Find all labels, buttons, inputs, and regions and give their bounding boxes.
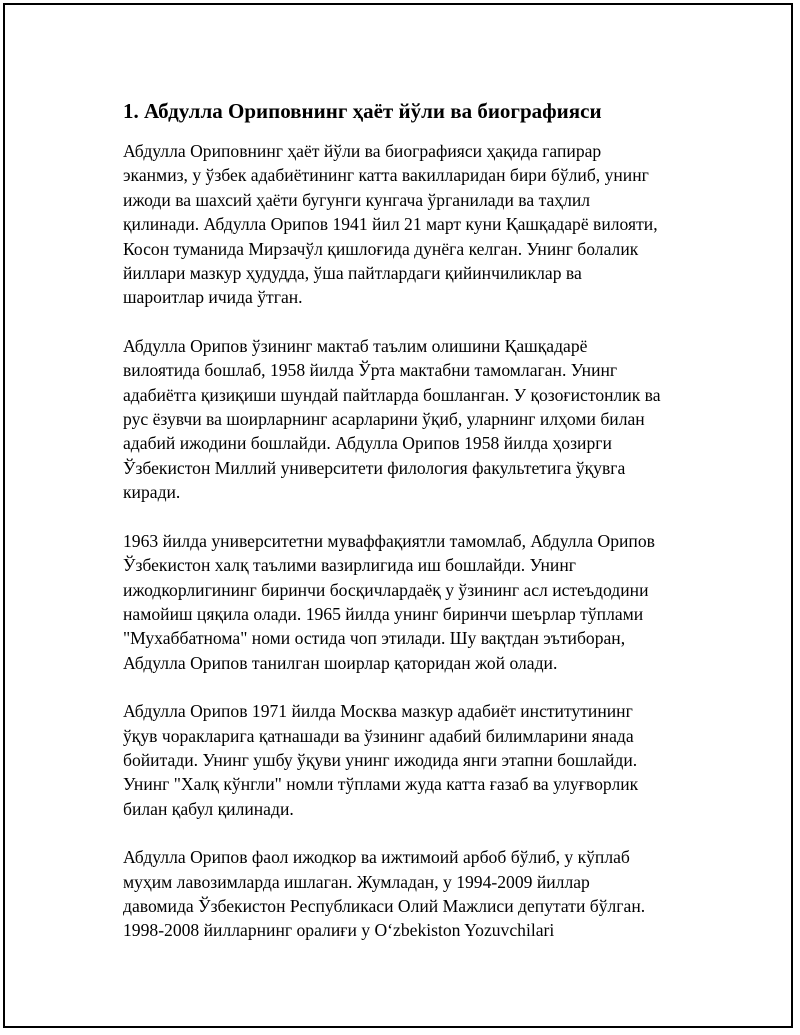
text-line: адабий ижодини бошлайди. Абдулла Орипов 1958 йилда ҳозирги	[123, 433, 612, 454]
text-line: рус ёзувчи ва шоирларнинг асарларини ўқиб, уларнинг илҳоми билан	[123, 409, 645, 430]
text-line: шароитлар ичида ўтган.	[123, 287, 303, 308]
text-line: Ўзбекистон Миллий университети филология факультетига ўқувга	[123, 457, 626, 478]
text-line: вилоятида бошлаб, 1958 йилда Ўрта мактабни тамомлаган. Унинг	[123, 360, 618, 381]
text-line: Ўзбекистон халқ таълими вазирлигида иш бошлайди. Унинг	[123, 555, 576, 576]
document-body	[123, 97, 713, 967]
text-line: Абдулла Орипов фаол ижодкор ва ижтимоий арбоб бўлиб, у кўплаб	[123, 847, 630, 868]
text-line: қилинади. Абдулла Орипов 1941 йил 21 март куни Қашқадарё вилояти,	[123, 214, 658, 235]
text-line: давомида Ўзбекистон Республикаси Олий Мажлиси депутати бўлган.	[123, 895, 646, 916]
text-line: Косон туманида Мирзачўл қишлоғида дунёга келган. Унинг болалик	[123, 238, 639, 259]
text-line: Абдулла Орипов танилган шоирлар қаторидан жой олади.	[123, 652, 558, 673]
paragraph-3	[123, 529, 713, 675]
paragraph-5	[123, 845, 713, 943]
section-heading: 1. Абдулла Ориповнинг ҳаёт йўли ва биографияси	[123, 99, 602, 123]
text-line: бойитади. Унинг ушбу ўқуви унинг ижодида янги этапни бошлайди.	[123, 749, 638, 770]
text-line: Унинг "Халқ кўнгли" номли тўплами жуда катта ғазаб ва улуғворлик	[123, 774, 639, 795]
text-line: Абдулла Орипов 1971 йилда Москва мазкур адабиёт институтининг	[123, 701, 633, 722]
text-line: эканмиз, у ўзбек адабиётининг катта вакилларидан бири бўлиб, унинг	[123, 165, 649, 186]
text-line: 1963 йилда университетни муваффақиятли тамомлаб, Абдулла Орипов	[123, 530, 655, 551]
text-line: йиллари мазкур ҳудудда, ўша пайтлардаги қийинчиликлар ва	[123, 263, 582, 284]
paragraph-4	[123, 699, 713, 821]
text-line: 1998-2008 йилларнинг оралиғи у Oʻzbekiston Yozuvchilari	[123, 920, 555, 941]
text-line: киради.	[123, 482, 181, 503]
text-line: ижоди ва шахсий ҳаёти бугунги кунгача ўрганилади ва таҳлил	[123, 189, 591, 210]
text-line: Абдулла Орипов ўзининг мактаб таълим олишини Қашқадарё	[123, 335, 588, 356]
text-line: билан қабул қилинади.	[123, 798, 294, 819]
text-line: "Мухаббатнома" номи остида чоп этилади. Шу вақтдан эътиборан,	[123, 628, 626, 649]
paragraph-2	[123, 334, 713, 505]
page-frame	[3, 3, 793, 1028]
text-line: намойиш цяқила олади. 1965 йилда унинг биринчи шеърлар тўплами	[123, 603, 644, 624]
text-line: Абдулла Ориповнинг ҳаёт йўли ва биографияси ҳақида гапирар	[123, 141, 602, 161]
paragraph-1	[123, 139, 713, 310]
text-line: муҳим лавозимларда ишлаган. Жумладан, у 1994-2009 йиллар	[123, 871, 590, 892]
text-line: ўқув чоракларига қатнашади ва ўзининг адабий билимларини янада	[123, 725, 634, 746]
text-line: ижодкорлигининг биринчи босқичлардаёқ у ўзининг асл истеъдодини	[123, 579, 649, 600]
text-line: адабиётга қизиқиши шундай пайтларда бошланган. У қозоғистонлик ва	[123, 384, 661, 405]
